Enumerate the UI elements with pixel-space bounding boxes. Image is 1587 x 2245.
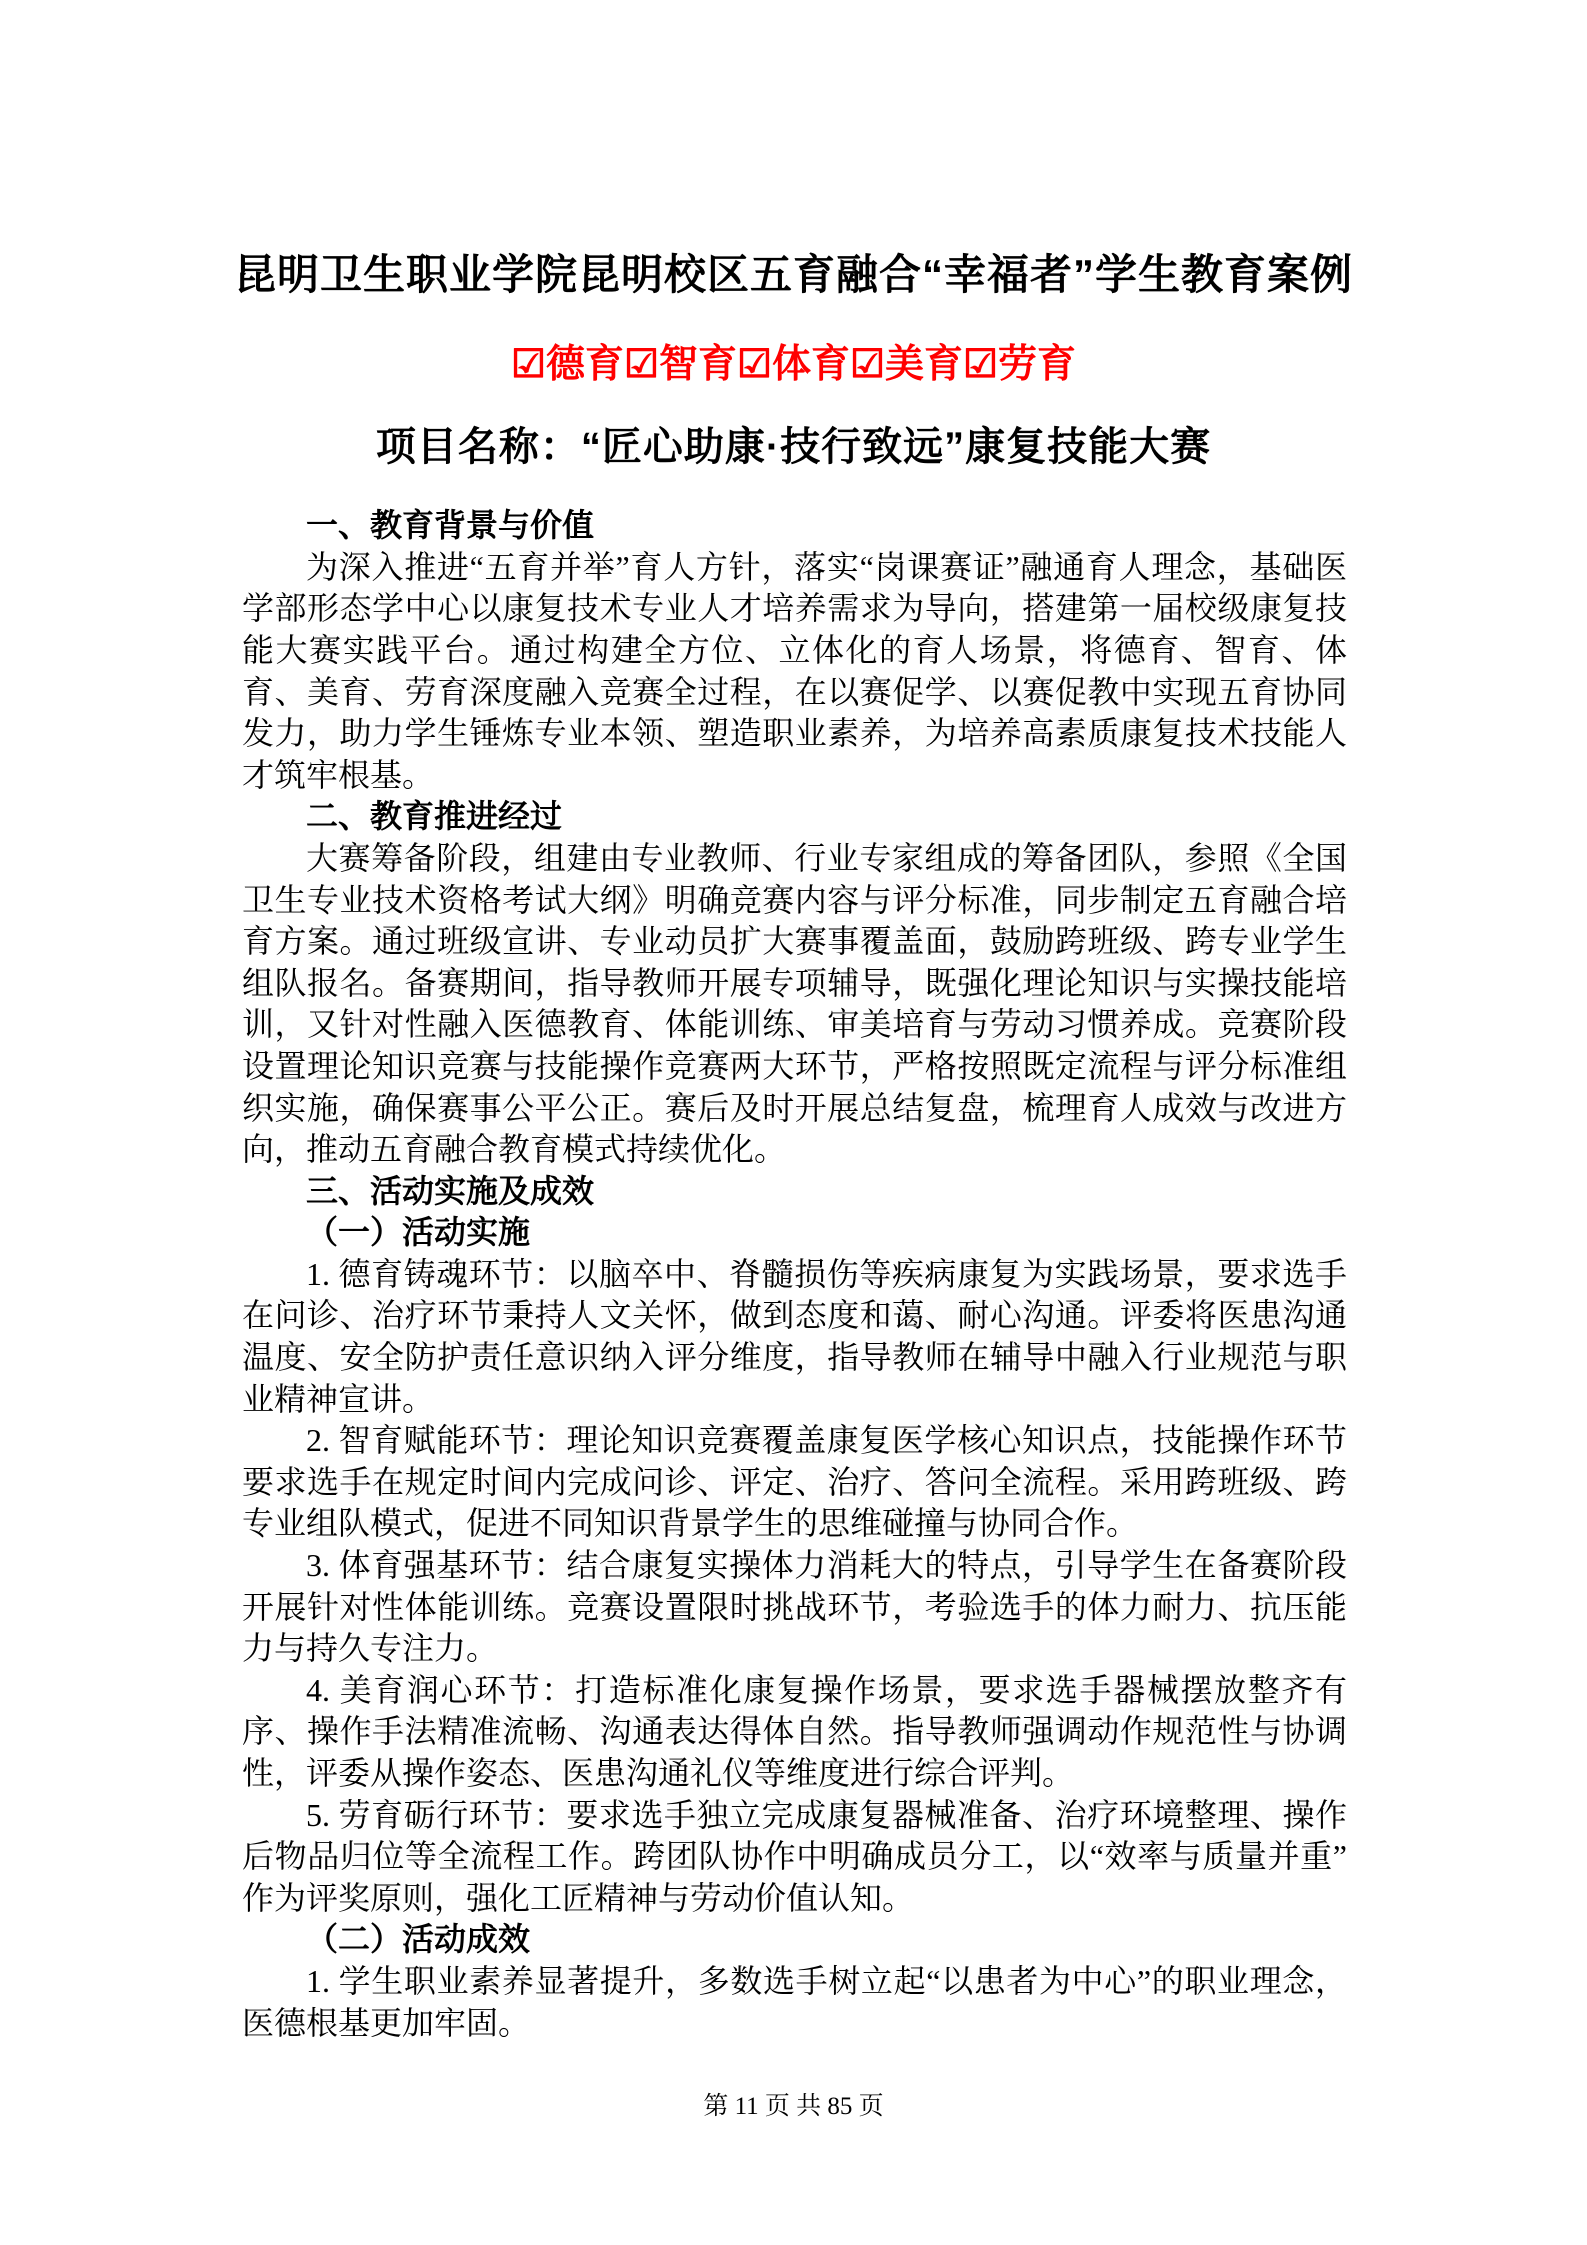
category-item [737,343,850,386]
category-line [0,342,1587,388]
paragraph: 1. 德育铸魂环节：以脑卒中、脊髓损伤等疾病康复为实践场景，要求选手在问诊、治疗环节秉持人文关怀，做到态度和蔼、耐心沟通。评委将医患沟通温度、安全防护责任意识纳入评分维度，指导教师在辅导中融入行业规范与职业精神宣讲。 [242,1255,1347,1417]
paragraph: 2. 智育赋能环节：理论知识竞赛覆盖康复医学核心知识点，技能操作环节要求选手在规定时间内完成问诊、评定、治疗、答问全流程。采用跨班级、跨专业组队模式，促进不同知识背景学生的思维碰撞与协同合作。 [242,1422,1347,1542]
checkbox-checked-icon: ☑ [962,343,998,386]
paragraph: 5. 劳育砺行环节：要求选手独立完成康复器械准备、治疗环境整理、操作后物品归位等全流程工作。跨团队协作中明确成员分工，以“效率与质量并重”作为评奖原则，强化工匠精神与劳动价值认知。 [242,1796,1347,1916]
document-body [242,505,1347,2044]
section-heading: 一、教育背景与价值 [306,507,595,544]
page-number: 第 11 页 共 85 页 [703,2093,884,2120]
paragraph: 3. 体育强基环节：结合康复实操体力消耗大的特点，引导学生在备赛阶段开展针对性体能训练。竞赛设置限时挑战环节，考验选手的体力耐力、抗压能力与持久专注力。 [242,1547,1347,1667]
category-label: 德育 [546,343,625,386]
section-heading: （二）活动成效 [306,1921,531,1958]
paragraph: 4. 美育润心环节：打造标准化康复操作场景，要求选手器械摆放整齐有序、操作手法精准流畅、沟通表达得体自然。指导教师强调动作规范性与协调性，评委从操作姿态、医患沟通礼仪等维度进行综合评判。 [242,1671,1347,1791]
section-heading: 三、活动实施及成效 [306,1172,595,1209]
checkbox-checked-icon: ☑ [511,343,546,386]
category-label: 劳育 [997,343,1076,386]
paragraph: 大赛筹备阶段，组建由专业教师、行业专家组成的筹备团队，参照《全国卫生专业技术资格考试大纲》明确竞赛内容与评分标准，同步制定五育融合培育方案。通过班级宣讲、专业动员扩大赛事覆盖面，鼓励跨班级、跨专业学生组队报名。备赛期间，指导教师开展专项辅导，既强化理论知识与实操技能培训，又针对性融入医德教育、体能训练、审美培育与劳动习惯养成。竞赛阶段设置理论知识竞赛与技能操作竞赛两大环节，严格按照既定流程与评分标准组织实施，确保赛事公平公正。赛后及时开展总结复盘，梳理育人成效与改进方向，推动五育融合教育模式持续优化。 [242,839,1347,1168]
category-label: 美育 [884,343,963,386]
project-title: 项目名称：“匠心助康·技行致远”康复技能大赛 [375,425,1212,469]
checkbox-checked-icon: ☑ [849,343,885,386]
page-title: 昆明卫生职业学院昆明校区五育融合“幸福者”学生教育案例 [233,251,1353,298]
category-label: 体育 [771,343,850,386]
category-item [624,343,737,386]
category-label: 智育 [658,343,737,386]
paragraph: 为深入推进“五育并举”育人方针，落实“岗课赛证”融通育人理念，基础医学部形态学中心以康复技术专业人才培养需求为导向，搭建第一届校级康复技能大赛实践平台。通过构建全方位、立体化的育人场景，将德育、智育、体育、美育、劳育深度融入竞赛全过程，在以赛促学、以赛促教中实现五育协同发力，助力学生锤炼专业本领、塑造职业素养，为培养高素质康复技术技能人才筑牢根基。 [242,548,1347,793]
page-footer [0,2092,1587,2122]
category-item [963,343,1076,386]
paragraph: 1. 学生职业素养显著提升，多数选手树立起“以患者为中心”的职业理念，医德根基更加牢固。 [242,1962,1347,2041]
category-item [511,343,624,386]
checkbox-checked-icon: ☑ [737,343,772,386]
section-heading: （一）活动实施 [306,1214,531,1251]
section-heading: 二、教育推进经过 [306,798,563,835]
category-item [850,343,963,386]
checkbox-checked-icon: ☑ [624,343,659,386]
